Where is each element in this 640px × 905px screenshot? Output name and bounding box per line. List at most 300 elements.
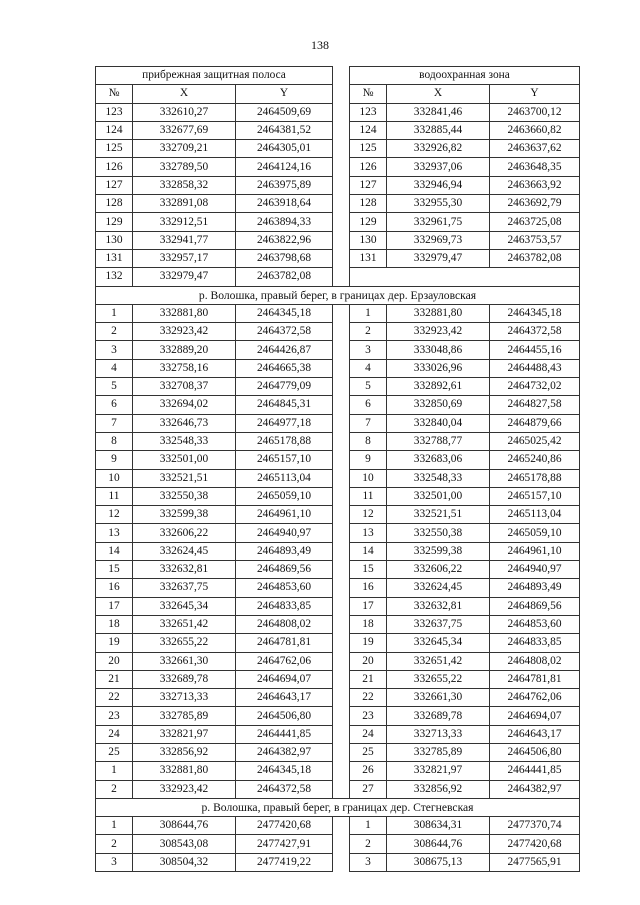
right-num-cell: 20: [350, 652, 387, 670]
left-num-cell: 13: [96, 524, 133, 542]
right-x-cell: 332521,51: [387, 506, 490, 524]
right-num-cell: 123: [350, 103, 387, 121]
right-y-cell: 2465178,88: [490, 469, 580, 487]
table-body: [96, 67, 580, 872]
right-num-cell: 2: [350, 323, 387, 341]
left-y-cell: 2464345,18: [236, 304, 333, 322]
left-y-cell: 2463798,68: [236, 249, 333, 267]
left-num-cell: 23: [96, 707, 133, 725]
left-x-cell: 332694,02: [133, 396, 236, 414]
left-y-cell: 2464124,16: [236, 158, 333, 176]
left-y-cell: 2464643,17: [236, 689, 333, 707]
left-y-cell: 2464762,06: [236, 652, 333, 670]
left-y-cell: 2477427,91: [236, 835, 333, 853]
right-y-cell: 2464382,97: [490, 780, 580, 798]
left-x-cell: 332521,51: [133, 469, 236, 487]
left-num-cell: 125: [96, 140, 133, 158]
right-y-cell: 2464833,85: [490, 634, 580, 652]
right-y-cell: 2463753,57: [490, 231, 580, 249]
left-num-cell: 8: [96, 432, 133, 450]
left-num-cell: 21: [96, 670, 133, 688]
right-num-cell: 131: [350, 249, 387, 267]
column-gap: [333, 268, 350, 286]
column-gap: [333, 304, 350, 322]
right-y-cell: 2477565,91: [490, 853, 580, 871]
right-x-cell: 332683,06: [387, 451, 490, 469]
right-y-cell: 2477420,68: [490, 835, 580, 853]
left-x-cell: 332708,37: [133, 378, 236, 396]
left-x-cell: 332646,73: [133, 414, 236, 432]
right-num-cell: 3: [350, 853, 387, 871]
right-num-cell: 19: [350, 634, 387, 652]
column-gap: [333, 67, 350, 85]
right-y-cell: 2464441,85: [490, 762, 580, 780]
table-row: [96, 323, 580, 341]
table-row: [96, 487, 580, 505]
left-num-cell: 130: [96, 231, 133, 249]
left-num-cell: 14: [96, 542, 133, 560]
column-gap: [333, 652, 350, 670]
right-num-cell: 125: [350, 140, 387, 158]
left-num-cell: 2: [96, 323, 133, 341]
right-x-cell: 332955,30: [387, 195, 490, 213]
right-x-cell: 332850,69: [387, 396, 490, 414]
right-y-cell: 2464827,58: [490, 396, 580, 414]
left-x-cell: 308543,08: [133, 835, 236, 853]
right-y-cell: 2464853,60: [490, 615, 580, 633]
column-gap: [333, 213, 350, 231]
right-x-cell: 332501,00: [387, 487, 490, 505]
section-title: р. Волошка, правый берег, в границах дер. Ерзауловская: [96, 286, 580, 304]
left-num-cell: 20: [96, 652, 133, 670]
table-row: [96, 835, 580, 853]
right-num-cell: 130: [350, 231, 387, 249]
right-x-cell: 333048,86: [387, 341, 490, 359]
left-y-cell: 2477420,68: [236, 817, 333, 835]
right-y-cell: 2477370,74: [490, 817, 580, 835]
table-row: [96, 670, 580, 688]
right-x-cell: 332841,46: [387, 103, 490, 121]
right-y-cell: 2465240,86: [490, 451, 580, 469]
left-x-cell: 332599,38: [133, 506, 236, 524]
right-x-cell: 332637,75: [387, 615, 490, 633]
left-y-cell: 2464853,60: [236, 579, 333, 597]
right-num-cell: 8: [350, 432, 387, 450]
left-num-cell: 126: [96, 158, 133, 176]
right-x-cell: 333026,96: [387, 359, 490, 377]
column-gap: [333, 689, 350, 707]
right-x-cell: 332923,42: [387, 323, 490, 341]
table-row: [96, 707, 580, 725]
right-y-cell: 2463725,08: [490, 213, 580, 231]
left-x-cell: 332957,17: [133, 249, 236, 267]
left-x-cell: 332979,47: [133, 268, 236, 286]
column-gap: [333, 414, 350, 432]
right-y-cell: 2463782,08: [490, 249, 580, 267]
left-x-cell: 332637,75: [133, 579, 236, 597]
right-x-cell: 332548,33: [387, 469, 490, 487]
table-row: [96, 652, 580, 670]
left-y-cell: 2463822,96: [236, 231, 333, 249]
table-row: [96, 469, 580, 487]
column-gap: [333, 707, 350, 725]
left-num-cell: 25: [96, 743, 133, 761]
left-y-cell: 2464977,18: [236, 414, 333, 432]
table-row: [96, 780, 580, 798]
left-x-cell: 332941,77: [133, 231, 236, 249]
right-x-cell: 332979,47: [387, 249, 490, 267]
table-row: [96, 268, 580, 286]
right-x-cell: 332937,06: [387, 158, 490, 176]
table-row: [96, 304, 580, 322]
right-y-cell: 2465059,10: [490, 524, 580, 542]
left-y-cell: 2463975,89: [236, 176, 333, 194]
right-x-cell: 332661,30: [387, 689, 490, 707]
left-x-cell: 332785,89: [133, 707, 236, 725]
left-num-cell: 16: [96, 579, 133, 597]
left-num-cell: 18: [96, 615, 133, 633]
left-x-cell: 332713,33: [133, 689, 236, 707]
left-x-cell: 308504,32: [133, 853, 236, 871]
column-gap: [333, 341, 350, 359]
right-y-cell: 2464345,18: [490, 304, 580, 322]
left-x-cell: 332821,97: [133, 725, 236, 743]
right-y-cell: 2464455,16: [490, 341, 580, 359]
column-gap: [333, 762, 350, 780]
right-num-cell: 129: [350, 213, 387, 231]
column-gap: [333, 378, 350, 396]
left-num-cell: 19: [96, 634, 133, 652]
left-y-cell: 2464665,38: [236, 359, 333, 377]
left-x-cell: 332645,34: [133, 597, 236, 615]
left-x-cell: 332655,22: [133, 634, 236, 652]
right-num-cell: 6: [350, 396, 387, 414]
left-x-cell: 332889,20: [133, 341, 236, 359]
right-x-cell: 332785,89: [387, 743, 490, 761]
left-num-cell: 11: [96, 487, 133, 505]
left-x-cell: 332661,30: [133, 652, 236, 670]
left-x-cell: 332789,50: [133, 158, 236, 176]
left-x-cell: 332651,42: [133, 615, 236, 633]
section-title-row: [96, 286, 580, 304]
left-y-cell: 2465178,88: [236, 432, 333, 450]
left-y-cell: 2464372,58: [236, 780, 333, 798]
table-row: [96, 195, 580, 213]
right-num-cell: 1: [350, 817, 387, 835]
left-y-cell: 2464781,81: [236, 634, 333, 652]
column-gap: [333, 835, 350, 853]
left-x-cell: 332758,16: [133, 359, 236, 377]
column-gap: [333, 817, 350, 835]
column-gap: [333, 561, 350, 579]
table-row: [96, 103, 580, 121]
left-y-cell: 2464833,85: [236, 597, 333, 615]
right-y-cell: 2464961,10: [490, 542, 580, 560]
right-x-cell: 332881,80: [387, 304, 490, 322]
right-y-cell: 2464893,49: [490, 579, 580, 597]
left-x-cell: 332606,22: [133, 524, 236, 542]
right-x-cell: 332856,92: [387, 780, 490, 798]
right-x-cell: 332961,75: [387, 213, 490, 231]
right-x-cell: 332550,38: [387, 524, 490, 542]
column-gap: [333, 670, 350, 688]
empty-right-cell: [350, 268, 580, 286]
left-y-cell: 2464893,49: [236, 542, 333, 560]
left-y-cell: 2464381,52: [236, 121, 333, 139]
column-gap: [333, 158, 350, 176]
left-x-cell: 332912,51: [133, 213, 236, 231]
right-y-cell: 2464372,58: [490, 323, 580, 341]
right-x-cell: 332969,73: [387, 231, 490, 249]
right-num-cell: 22: [350, 689, 387, 707]
left-x-cell: 332624,45: [133, 542, 236, 560]
right-y-cell: 2463663,92: [490, 176, 580, 194]
table-row: [96, 634, 580, 652]
left-y-cell: 2464940,97: [236, 524, 333, 542]
left-x-cell: 332881,80: [133, 762, 236, 780]
column-gap: [333, 323, 350, 341]
table-row: [96, 597, 580, 615]
left-y-header: Y: [236, 85, 333, 103]
left-y-cell: 2465059,10: [236, 487, 333, 505]
right-y-cell: 2463692,79: [490, 195, 580, 213]
left-y-cell: 2464694,07: [236, 670, 333, 688]
column-gap: [333, 140, 350, 158]
right-num-cell: 16: [350, 579, 387, 597]
left-num-cell: 10: [96, 469, 133, 487]
left-x-cell: 332632,81: [133, 561, 236, 579]
left-x-cell: 332923,42: [133, 780, 236, 798]
right-y-cell: 2464879,66: [490, 414, 580, 432]
table-row: [96, 506, 580, 524]
section-title: р. Волошка, правый берег, в границах дер. Стегневская: [96, 798, 580, 816]
left-group-header: прибрежная защитная полоса: [96, 67, 333, 85]
column-gap: [333, 506, 350, 524]
right-num-cell: 26: [350, 762, 387, 780]
right-y-cell: 2464781,81: [490, 670, 580, 688]
left-x-cell: 332881,80: [133, 304, 236, 322]
right-x-cell: 332689,78: [387, 707, 490, 725]
right-y-cell: 2464762,06: [490, 689, 580, 707]
column-gap: [333, 359, 350, 377]
right-y-cell: 2465157,10: [490, 487, 580, 505]
left-num-cell: 1: [96, 304, 133, 322]
left-num-cell: 123: [96, 103, 133, 121]
table-row: [96, 817, 580, 835]
column-gap: [333, 780, 350, 798]
left-num-cell: 2: [96, 835, 133, 853]
right-num-cell: 126: [350, 158, 387, 176]
left-num-cell: 124: [96, 121, 133, 139]
table-row: [96, 762, 580, 780]
column-gap: [333, 176, 350, 194]
column-gap: [333, 524, 350, 542]
table-row: [96, 853, 580, 871]
left-num-cell: 1: [96, 817, 133, 835]
right-num-cell: 124: [350, 121, 387, 139]
table-row: [96, 359, 580, 377]
right-x-cell: 332645,34: [387, 634, 490, 652]
left-x-header: X: [133, 85, 236, 103]
right-num-cell: 15: [350, 561, 387, 579]
left-num-cell: 15: [96, 561, 133, 579]
left-y-cell: 2464441,85: [236, 725, 333, 743]
right-y-cell: 2464506,80: [490, 743, 580, 761]
right-num-cell: 1: [350, 304, 387, 322]
left-num-cell: 4: [96, 359, 133, 377]
right-x-cell: 332926,82: [387, 140, 490, 158]
right-x-cell: 308634,31: [387, 817, 490, 835]
right-num-cell: 12: [350, 506, 387, 524]
left-num-cell: 9: [96, 451, 133, 469]
left-num-cell: 3: [96, 853, 133, 871]
column-gap: [333, 121, 350, 139]
right-x-cell: 332840,04: [387, 414, 490, 432]
right-num-cell: 18: [350, 615, 387, 633]
right-num-cell: 21: [350, 670, 387, 688]
left-y-cell: 2464869,56: [236, 561, 333, 579]
table-row: [96, 249, 580, 267]
left-x-cell: 332548,33: [133, 432, 236, 450]
right-num-cell: 5: [350, 378, 387, 396]
column-gap: [333, 103, 350, 121]
table-row: [96, 414, 580, 432]
column-gap: [333, 487, 350, 505]
right-x-cell: 332892,61: [387, 378, 490, 396]
left-x-cell: 332856,92: [133, 743, 236, 761]
right-x-cell: 332655,22: [387, 670, 490, 688]
left-x-cell: 332923,42: [133, 323, 236, 341]
left-y-cell: 2477419,22: [236, 853, 333, 871]
table-row: [96, 451, 580, 469]
left-y-cell: 2465157,10: [236, 451, 333, 469]
right-num-cell: 17: [350, 597, 387, 615]
column-gap: [333, 231, 350, 249]
table-row: [96, 121, 580, 139]
right-num-cell: 128: [350, 195, 387, 213]
left-num-cell: 17: [96, 597, 133, 615]
left-x-cell: 332610,27: [133, 103, 236, 121]
section-title-row: [96, 798, 580, 816]
table-row: [96, 725, 580, 743]
right-y-cell: 2464643,17: [490, 725, 580, 743]
table-row: [96, 524, 580, 542]
left-y-cell: 2464509,69: [236, 103, 333, 121]
right-num-cell: 11: [350, 487, 387, 505]
column-gap: [333, 195, 350, 213]
right-x-cell: 332885,44: [387, 121, 490, 139]
column-gap: [333, 542, 350, 560]
left-y-cell: 2464808,02: [236, 615, 333, 633]
left-num-cell: 12: [96, 506, 133, 524]
right-y-cell: 2464808,02: [490, 652, 580, 670]
right-group-header: водоохранная зона: [350, 67, 580, 85]
left-num-cell: 6: [96, 396, 133, 414]
left-x-cell: 308644,76: [133, 817, 236, 835]
right-num-cell: 3: [350, 341, 387, 359]
right-y-cell: 2465025,42: [490, 432, 580, 450]
right-num-cell: 14: [350, 542, 387, 560]
right-y-header: Y: [490, 85, 580, 103]
right-x-cell: 332651,42: [387, 652, 490, 670]
right-x-cell: 332821,97: [387, 762, 490, 780]
table-row: [96, 396, 580, 414]
right-x-cell: 308644,76: [387, 835, 490, 853]
column-gap: [333, 615, 350, 633]
right-y-cell: 2463637,62: [490, 140, 580, 158]
right-num-cell: 4: [350, 359, 387, 377]
right-num-header: №: [350, 85, 387, 103]
right-x-cell: 332946,94: [387, 176, 490, 194]
right-num-cell: 23: [350, 707, 387, 725]
table-row: [96, 432, 580, 450]
table-row: [96, 176, 580, 194]
left-y-cell: 2464845,31: [236, 396, 333, 414]
left-x-cell: 332501,00: [133, 451, 236, 469]
column-gap: [333, 85, 350, 103]
left-num-cell: 127: [96, 176, 133, 194]
left-x-cell: 332689,78: [133, 670, 236, 688]
right-y-cell: 2463700,12: [490, 103, 580, 121]
table-row: [96, 689, 580, 707]
column-gap: [333, 725, 350, 743]
right-num-cell: 7: [350, 414, 387, 432]
left-y-cell: 2464426,87: [236, 341, 333, 359]
left-x-cell: 332709,21: [133, 140, 236, 158]
right-num-cell: 27: [350, 780, 387, 798]
left-y-cell: 2463918,64: [236, 195, 333, 213]
column-gap: [333, 579, 350, 597]
table-row: [96, 378, 580, 396]
right-x-header: X: [387, 85, 490, 103]
table-row: [96, 542, 580, 560]
right-y-cell: 2463648,35: [490, 158, 580, 176]
table-row: [96, 231, 580, 249]
left-y-cell: 2464961,10: [236, 506, 333, 524]
column-header-row: [96, 85, 580, 103]
right-num-cell: 24: [350, 725, 387, 743]
column-gap: [333, 743, 350, 761]
right-y-cell: 2464694,07: [490, 707, 580, 725]
left-x-cell: 332858,32: [133, 176, 236, 194]
column-gap: [333, 432, 350, 450]
right-y-cell: 2465113,04: [490, 506, 580, 524]
right-num-cell: 25: [350, 743, 387, 761]
table-row: [96, 615, 580, 633]
left-num-cell: 1: [96, 762, 133, 780]
left-num-cell: 131: [96, 249, 133, 267]
right-x-cell: 308675,13: [387, 853, 490, 871]
left-num-cell: 129: [96, 213, 133, 231]
left-y-cell: 2463782,08: [236, 268, 333, 286]
right-y-cell: 2464488,43: [490, 359, 580, 377]
left-x-cell: 332550,38: [133, 487, 236, 505]
right-y-cell: 2464869,56: [490, 597, 580, 615]
coordinates-table: [95, 66, 580, 872]
column-gap: [333, 597, 350, 615]
left-y-cell: 2464305,01: [236, 140, 333, 158]
right-x-cell: 332632,81: [387, 597, 490, 615]
left-num-cell: 22: [96, 689, 133, 707]
column-gap: [333, 853, 350, 871]
left-num-cell: 5: [96, 378, 133, 396]
left-num-cell: 128: [96, 195, 133, 213]
left-num-cell: 24: [96, 725, 133, 743]
column-gap: [333, 396, 350, 414]
table-row: [96, 579, 580, 597]
left-num-cell: 3: [96, 341, 133, 359]
left-x-cell: 332891,08: [133, 195, 236, 213]
